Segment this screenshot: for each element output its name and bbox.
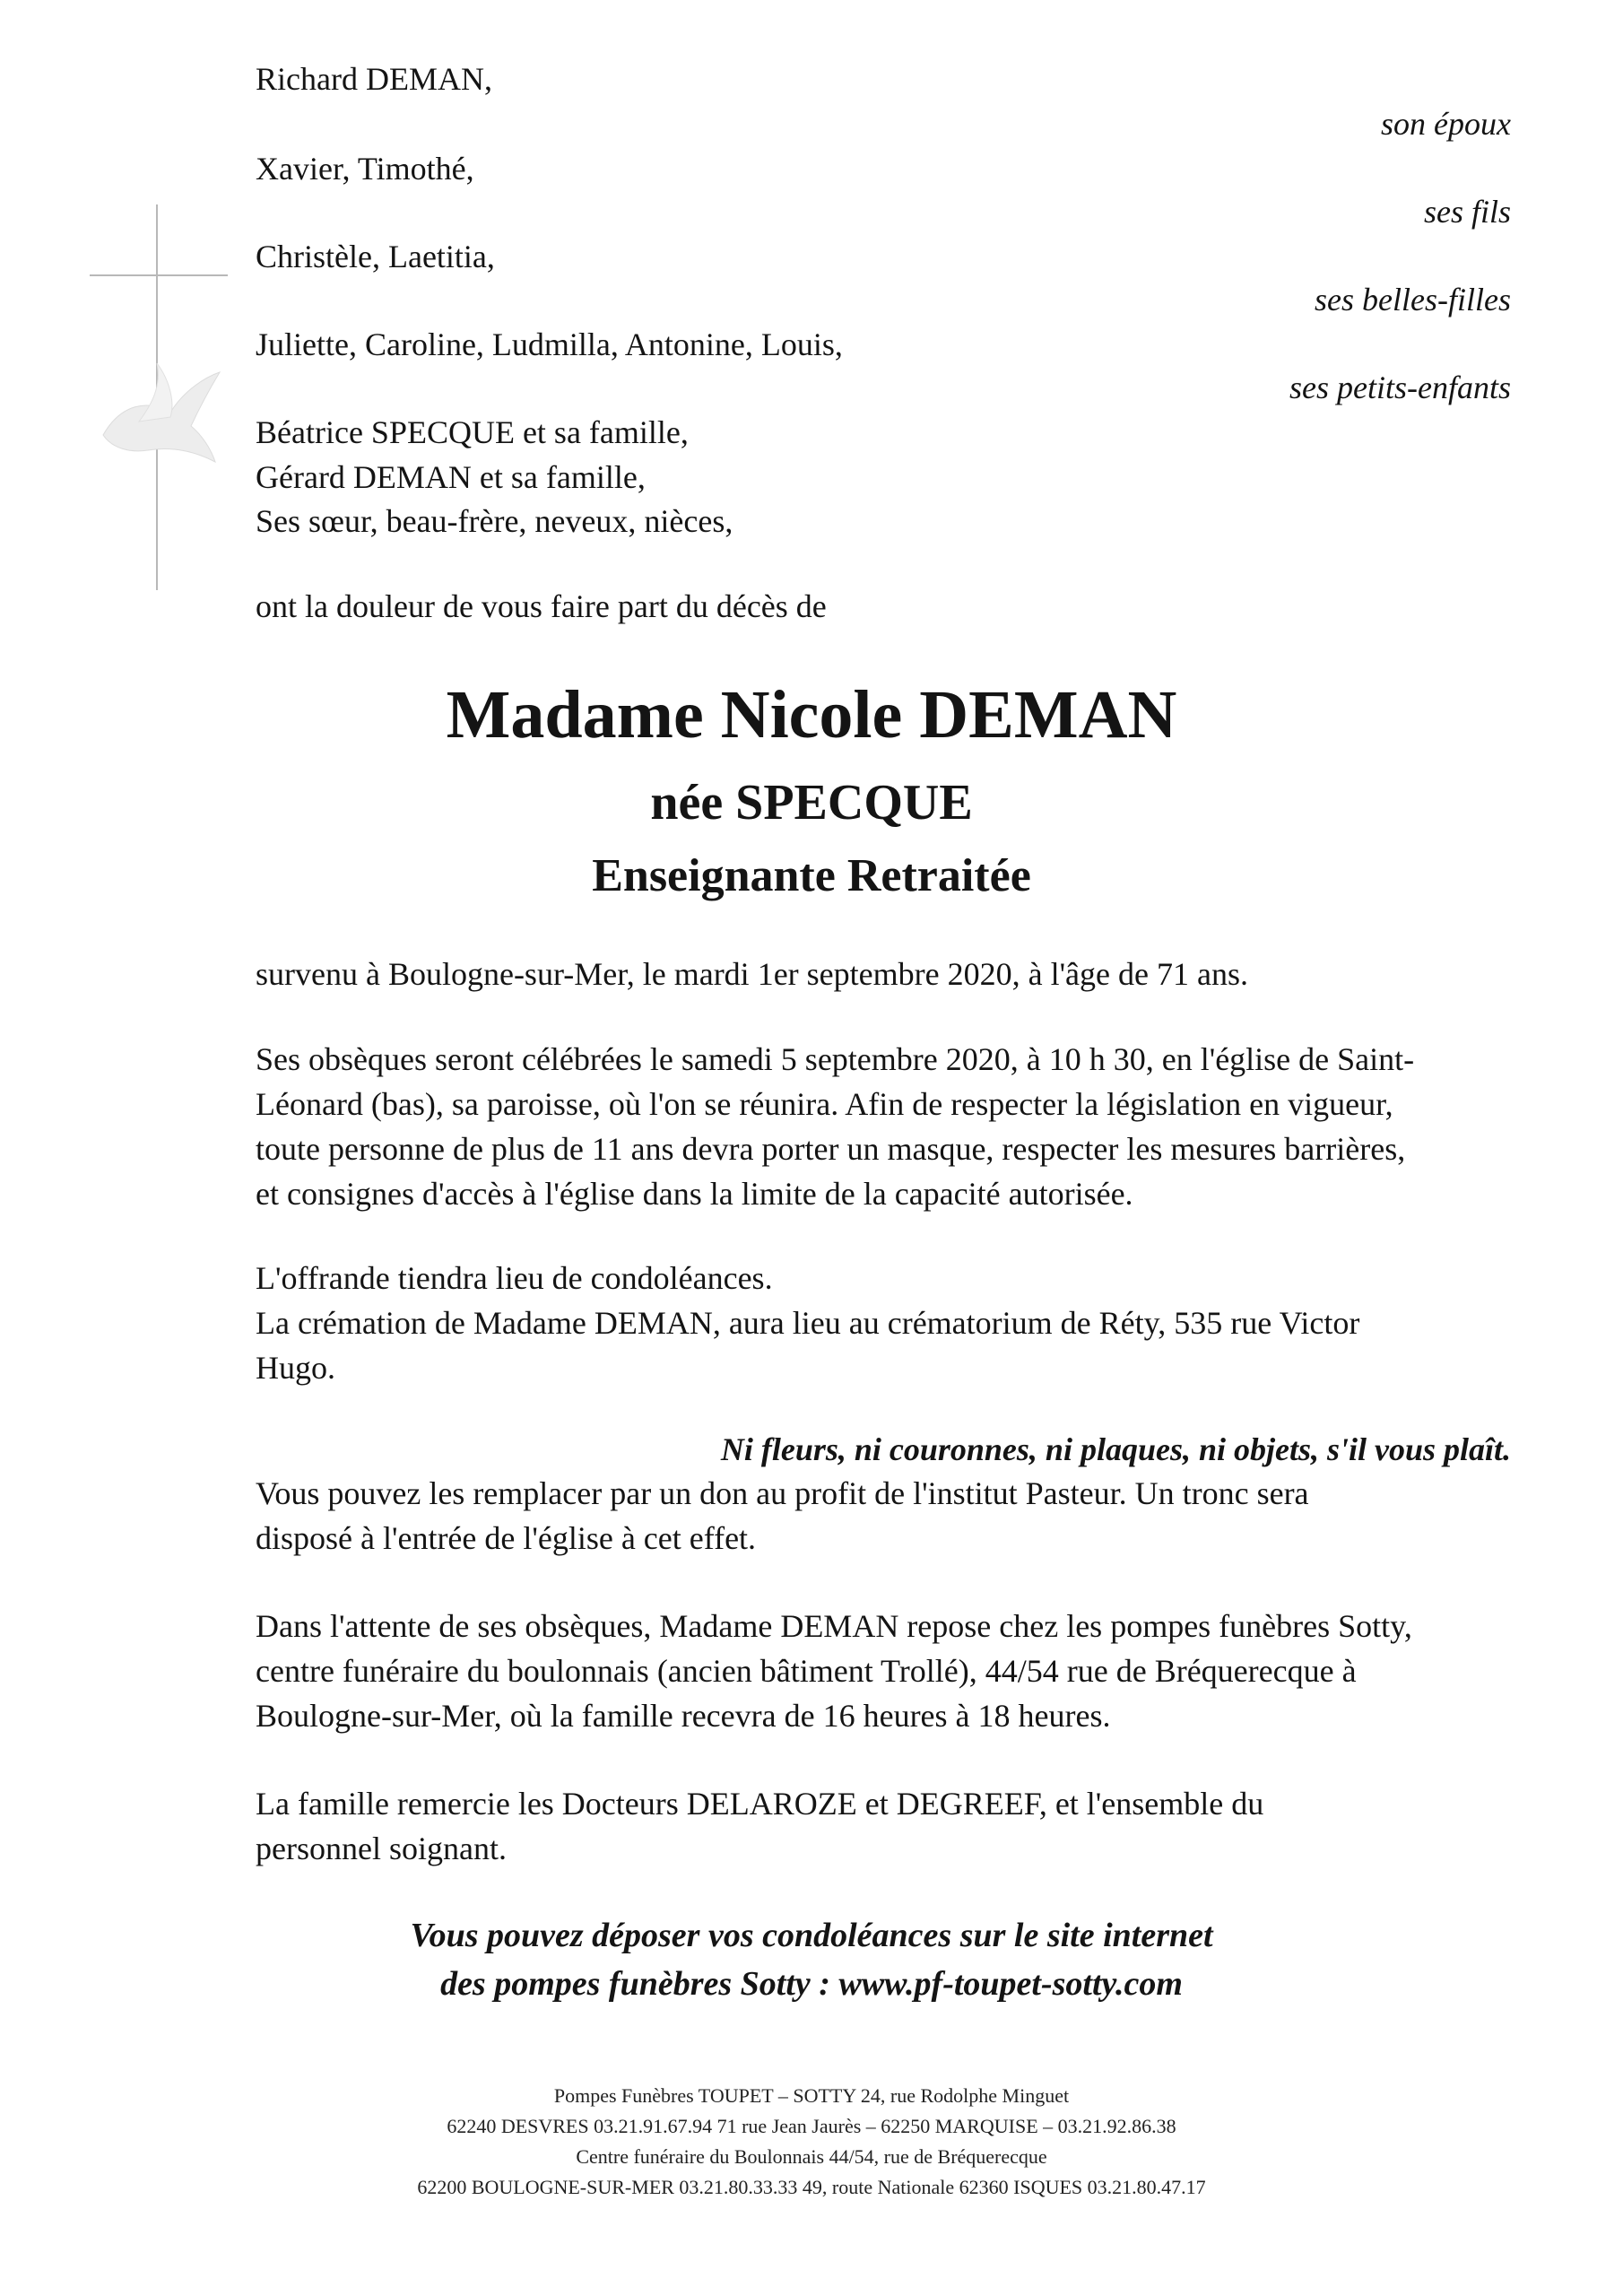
family-daughters-in-law: Christèle, Laetitia, [256, 239, 495, 274]
death-announcement: survenu à Boulogne-sur-Mer, le mardi 1er septembre 2020, à l'âge de 71 ans. [256, 956, 1248, 992]
family-grandchildren: Juliette, Caroline, Ludmilla, Antonine, Louis, [256, 326, 843, 362]
repose-line: centre funéraire du boulonnais (ancien bâtiment Trollé), 44/54 rue de Bréquerecque à [256, 1653, 1357, 1689]
deceased-name: Madame Nicole DEMAN [446, 677, 1177, 752]
offering-line: L'offrande tiendra lieu de condoléances. [256, 1260, 773, 1296]
offering-paragraph [256, 1256, 1520, 1390]
offering-line: La crémation de Madame DEMAN, aura lieu au crématorium de Réty, 535 rue Victor [256, 1305, 1360, 1341]
funeral-paragraph [256, 1037, 1520, 1216]
family-gerard: Gérard DEMAN et sa famille, [256, 459, 646, 495]
footer-line: Pompes Funèbres TOUPET – SOTTY 24, rue Rodolphe Minguet [553, 2084, 1070, 2107]
flowers-paragraph [256, 1471, 1520, 1561]
relation-fils: ses fils [1423, 194, 1511, 230]
deceased-maiden-name: née SPECQUE [650, 775, 973, 831]
relation-epoux: son époux [1381, 106, 1511, 142]
funeral-line: toute personne de plus de 11 ans devra porter un masque, respecter les mesures barrières, [256, 1131, 1406, 1167]
family-richard: Richard DEMAN, [256, 61, 492, 97]
condolences-line-2: des pompes funèbres Sotty : www.pf-toupet-sotty.com [440, 1965, 1183, 2003]
funeral-line: Ses obsèques seront célébrées le samedi 5 septembre 2020, à 10 h 30, en l'église de Saint- [256, 1041, 1415, 1077]
dove-icon [85, 350, 224, 484]
flowers-notice: Ni fleurs, ni couronnes, ni plaques, ni objets, s'il vous plaît. [720, 1431, 1511, 1467]
funeral-line: Léonard (bas), sa paroisse, où l'on se réunira. Afin de respecter la législation en vigueur, [256, 1086, 1393, 1122]
cross-icon-bar [90, 274, 228, 276]
family-specque: Béatrice SPECQUE et sa famille, [256, 414, 689, 450]
funeral-home-footer [0, 2081, 1623, 2203]
condolences-line-1: Vous pouvez déposer vos condoléances sur le site internet [410, 1917, 1213, 1954]
funeral-line: et consignes d'accès à l'église dans la limite de la capacité autorisée. [256, 1176, 1133, 1212]
deceased-profession: Enseignante Retraitée [592, 850, 1031, 901]
family-sons: Xavier, Timothé, [256, 151, 474, 187]
footer-line: 62240 DESVRES 03.21.91.67.94 71 rue Jean Jaurès – 62250 MARQUISE – 03.21.92.86.38 [447, 2115, 1176, 2137]
flowers-line: disposé à l'entrée de l'église à cet effet. [256, 1520, 757, 1556]
thanks-paragraph [256, 1781, 1520, 1871]
flowers-line: Vous pouvez les remplacer par un don au profit de l'institut Pasteur. Un tronc sera [256, 1475, 1309, 1511]
footer-line: Centre funéraire du Boulonnais 44/54, rue de Bréquerecque [576, 2145, 1047, 2168]
thanks-line: La famille remercie les Docteurs DELAROZE et DEGREEF, et l'ensemble du [256, 1786, 1264, 1822]
relation-belles-filles: ses belles-filles [1315, 282, 1511, 317]
thanks-line: personnel soignant. [256, 1831, 507, 1866]
footer-line: 62200 BOULOGNE-SUR-MER 03.21.80.33.33 49, route Nationale 62360 ISQUES 03.21.80.47.17 [417, 2176, 1206, 2198]
offering-line: Hugo. [256, 1350, 335, 1386]
repose-line: Boulogne-sur-Mer, où la famille recevra de 16 heures à 18 heures. [256, 1698, 1111, 1734]
repose-line: Dans l'attente de ses obsèques, Madame DEMAN repose chez les pompes funèbres Sotty, [256, 1608, 1412, 1644]
intro-text: ont la douleur de vous faire part du décès de [256, 588, 827, 624]
repose-paragraph [256, 1604, 1520, 1738]
relation-petits-enfants: ses petits-enfants [1289, 370, 1511, 405]
family-siblings: Ses sœur, beau-frère, neveux, nièces, [256, 503, 733, 539]
